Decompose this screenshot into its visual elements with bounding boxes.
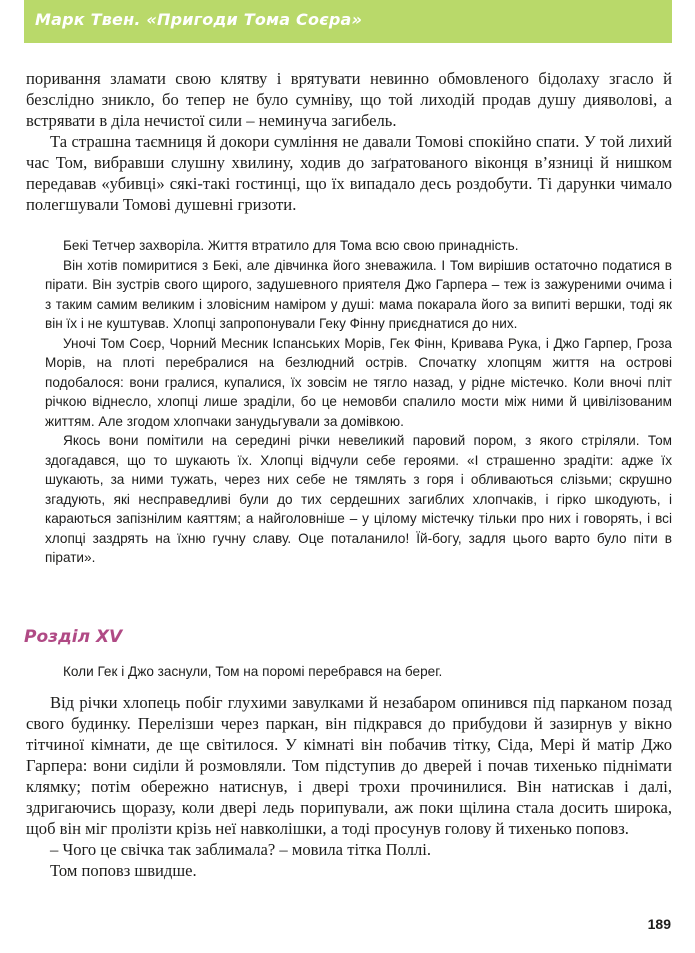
- paragraph: Бекі Тетчер захворіла. Життя втратило для Тома всю свою принадність.: [63, 238, 519, 253]
- header-bar: [24, 0, 672, 43]
- paragraph: Уночі Том Соєр, Чорний Месник Іспанських Морів, Гек Фінн, Кривава Рука, і Джо Гарпер, Гроза Морів, на плоті перебралися на безлюдний острів. Спочатку хлопцям життя на острові подобалося: вони гралися, купалися, їх зовсім не тягло назад, у рідне містечко. Коли вночі пліт річкою віднесло, хлопці лише зраділи, бо це немовби спалило мости між ними й цивілізованим життям. Але згодом хлопчаки занудьгували за домівкою.: [45, 335, 672, 429]
- summary-text: [45, 236, 672, 568]
- section-summary: Коли Гек і Джо заснули, Том на поромі перебрався на берег.: [63, 664, 443, 679]
- paragraph: Том поповз швидше.: [50, 861, 197, 880]
- paragraph: Він хотів помиритися з Бекі, але дівчинка його зневажила. І Том вирішив остаточно податися в пірати. Він зустрів свого щирого, задушевного приятеля Джо Гарпера – теж із зажуреними очима і з таким самим великим і зловісним наміром у душі: мама покарала його за випиті вершки, тоді як він їх і не куштував. Хлопці запропонували Геку Фінну приєднатися до них.: [45, 257, 672, 331]
- paragraph: – Чого це свічка так заблимала? – мовила тітка Поллі.: [50, 840, 432, 859]
- paragraph: Від річки хлопець побіг глухими завулками й незабаром опинився під парканом позад свого будинку. Перелізши через паркан, він підкрався до прибудови й зазирнув у вікно тітчиної кімнати, де ще світилося. У кімнаті він побачив тітку, Сіда, Мері й матір Джо Гарпера: вони сиділи й розмовляли. Том підступив до дверей і почав тихенько піднімати клямку; потім обережно натиснув, і двері трохи прочинилися. Він натискав і далі, здригаючись щоразу, коли двері ледь порипували, аж поки щілина стала досить широка, щоб він міг пролізти крізь неї навколішки, а тоді просунув голову й тихенько поповз.: [26, 693, 672, 838]
- top-text: [26, 68, 672, 215]
- header-title: Марк Твен. «Пригоди Тома Соєра»: [35, 10, 363, 29]
- main-text: [26, 692, 672, 881]
- page-number: 189: [647, 916, 671, 932]
- paragraph: Якось вони помітили на середині річки невеликий паровий пором, з якого стріляли. Том здогадався, що то шукають їх. Хлопці відчули себе героями. «І страшенно зрадіти: адже їх шукають, за ними тужать, через них себе не тямлять з горя і обливаються слізьми; скрушно згадують, які несправедливі були до тих сердешних загиблих хлопчаків, і гірко шкодують, і караються запізнілим каяттям; а найголовніше – у цілому містечку тільки про них і говорять, і всі хлопці заздрять на їхню гучну славу. Оце поталанило! Їй-богу, задля цього варто було піти в пірати».: [45, 433, 672, 565]
- paragraph: Та страшна таємниця й докори сумління не давали Томові спокійно спати. У той лихий час Том, вибравши слушну хвилину, ходив до заґратованого віконця в’язниці й нишком передавав «убивці» сякі-такі гостинці, що їх випадало десь роздобути. Ті дарунки чимало полегшували Томові душевні гризоти.: [26, 132, 672, 214]
- section-heading: Розділ XV: [24, 627, 123, 647]
- paragraph: поривання зламати свою клятву і врятувати невинно обмовленого бідолаху згасло й безслідно зникло, бо тепер не було сумніву, що той лиходій продав душу дияволові, а встрявати в діла нечистої сили – неминуча загибель.: [26, 69, 672, 130]
